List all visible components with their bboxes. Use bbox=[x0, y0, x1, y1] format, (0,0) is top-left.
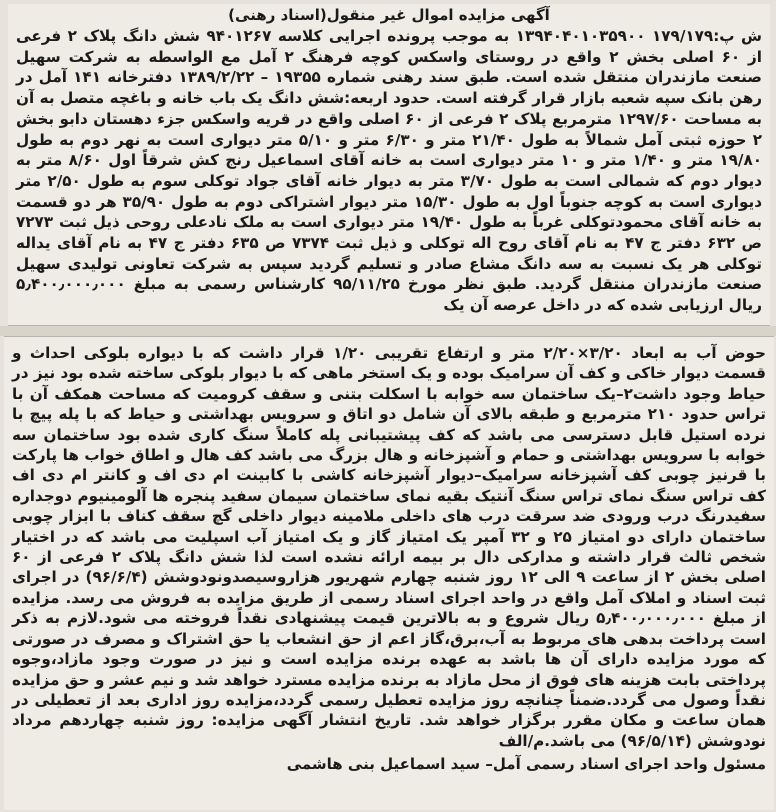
notice-clipping-bottom bbox=[4, 336, 774, 810]
notice-signature: مسئول واحد اجرای اسناد رسمی آمل– سید اسماعیل بنی هاشمی bbox=[286, 755, 766, 774]
clipping-gap bbox=[0, 326, 776, 336]
notice-body-part-2: حوض آب به ابعاد ۳/۲۰×۲/۲۰ متر و ارتفاع تقریبی ۱/۲۰ قرار داشت که با دیواره بلوکی احداث و قسمت دیوار خاکی و کف آن سرامیک بوده و یک استخر ماهی که با دیوار بلوکی ساخته شده بود نیز در حیاط وجود داشت۲–یک ساختمان سه خوابه با اسکلت بتنی و سقف کرومیت که مساحت همکف آن با تراس حدود ۲۱۰ مترمربع و طبقه بالای آن شامل دو اتاق و سرویس بهداشتی و حیاط که با پله پیچ با نرده استیل قابل دسترسی می باشد که کف پیشتیبانی پله کاملاً سنگ کاری شده بود ساختمان سه خوابه با سرویس بهداشتی و حمام و آشپزخانه و هال بزرگ می باشد کف هال و اطاق خواب ها پارکت با قرنیز چوبی کف آشپزخانه سرامیک–دیوار آشپزخانه کاشی با کابینت ام دی اف و کانتر ام دی اف کف تراس سنگ نمای تراس سنگ آنتیک بقیه نمای ساختمان سیمان سفید پنجره ها آلومینیوم دوجداره سفیدرنگ درب ورودی ضد سرقت درب های داخلی ملامینه دیوار داخلی گچ سقف کناف با ابزار چوبی ساختمان دارای دو امتیاز ۲۵ و ۳۲ آمپر یک امتیاز گاز و یک امتیاز آب اسپلیت می باشد که در اختیار شخص ثالث قرار داشته و مدارکی دال بر بیمه ارائه نشده است لذا شش دانگ پلاک ۲ فرعی از ۶۰ اصلی بخش ۲ از ساعت ۹ الی ۱۲ روز شنبه چهارم شهریور هزاروسیصدونودوشش (۹۶/۶/۴) در اجرای ثبت اسناد و املاک آمل واقع در واحد اجرای اسناد رسمی از طریق مزایده به فروش می رسد. مزایده از مبلغ ۵٫۴۰۰٫۰۰۰٫۰۰۰ ریال شروع و به بالاترین قیمت پیشنهادی نقداً فروخته می شود.لازم به ذکر است پرداخت بدهی های مربوط به آب،برق،گاز اعم از حق انشعاب یا حق اشتراک و مصرف در صورتی که مورد مزایده دارای آن ها باشد به عهده برنده مزایده است و نیز در صورت وجود مازاد،وجوه پرداختی بابت هزینه های فوق از محل مازاد به برنده مزایده مسترد خواهد شد و نیم عشر و حق مزایده نقداً وصول می گردد.ضمناً چنانچه روز مزایده تعطیل رسمی گردد،مزایده روز اداری بعد از تعطیلی در همان ساعت و مکان مقرر برگزار خواهد شد. تاریخ انتشار آگهی مزایده: روز شنبه چهاردهم مرداد نودوشش (۹۶/۵/۱۴) می باشد.م/الف bbox=[12, 344, 767, 750]
notice-clipping-top bbox=[8, 4, 770, 326]
notice-body-part-1: ش پ:۱۷۹/۱۷۹ ۱۳۹۴۰۴۰۱۰۳۵۹۰۰ به موجب پرونده اجرایی کلاسه ۹۴۰۱۲۶۷ شش دانگ پلاک ۲ فرعی از ۶۰ اصلی بخش ۲ واقع در روستای واسکس کوچه فرهنگ ۲ آمل مع الواسطه به شرکت سهیل صنعت مازندران منتقل شده است. طبق سند رهنی شماره ۱۹۳۵۵ – ۱۳۸۹/۲/۲۲ دفترخانه ۱۴۱ آمل در رهن بانک سپه شعبه بازار قرار گرفته است. حدود اربعه:شش دانگ یک باب خانه و باغچه متصل به آن به مساحت ۱۲۹۷/۶۰ مترمربع پلاک ۲ فرعی از ۶۰ اصلی واقع در قریه واسکس جزء دهستان دابو بخش ۲ حوزه ثبتی آمل شمالاً به طول ۲۱/۴۰ متر و ۶/۳۰ متر و ۵/۱۰ متر دیواری است به نهر دوم به طول ۱۹/۸۰ متر و ۱/۴۰ متر و ۱۰ متر دیواری است به خانه آقای اسماعیل رنج کش شرقاً اول ۸/۶۰ متر به دیوار دوم که شمالی است به طول ۳/۷۰ متر به دیوار خانه آقای جواد توکلی سوم به طول ۲/۵۰ متر دیواری است به کوچه جنوباً اول به طول ۱۵/۳۰ متر دیوار اشتراکی دوم به طول ۳۵/۹۰ هر دو قسمت به خانه آقای محمودتوکلی غرباً به طول ۱۹/۴۰ متر دیواری است به ملک نادعلی روحی ذیل ثبت ۷۲۷۳ ص ۶۳۲ دفتر ج ۴۷ به نام آقای روح اله توکلی و ذیل ثبت ۷۳۷۴ ص ۶۳۵ دفتر ج ۴۷ به نام آقای یداله توکلی هر یک نسبت به سه دانگ مشاع صادر و تسلیم گردید سپس به شرکت تعاونی تولیدی سهیل صنعت مازندران منتقل گردید. طبق نظر مورخ ۹۵/۱۱/۲۵ کارشناس رسمی به مبلغ ۵٫۴۰۰٫۰۰۰٫۰۰۰ ریال ارزیابی شده که در داخل عرصه آن یک bbox=[16, 27, 763, 315]
notice-title: آگهی مزایده اموال غیر منقول(اسناد رهنی) bbox=[228, 6, 550, 24]
